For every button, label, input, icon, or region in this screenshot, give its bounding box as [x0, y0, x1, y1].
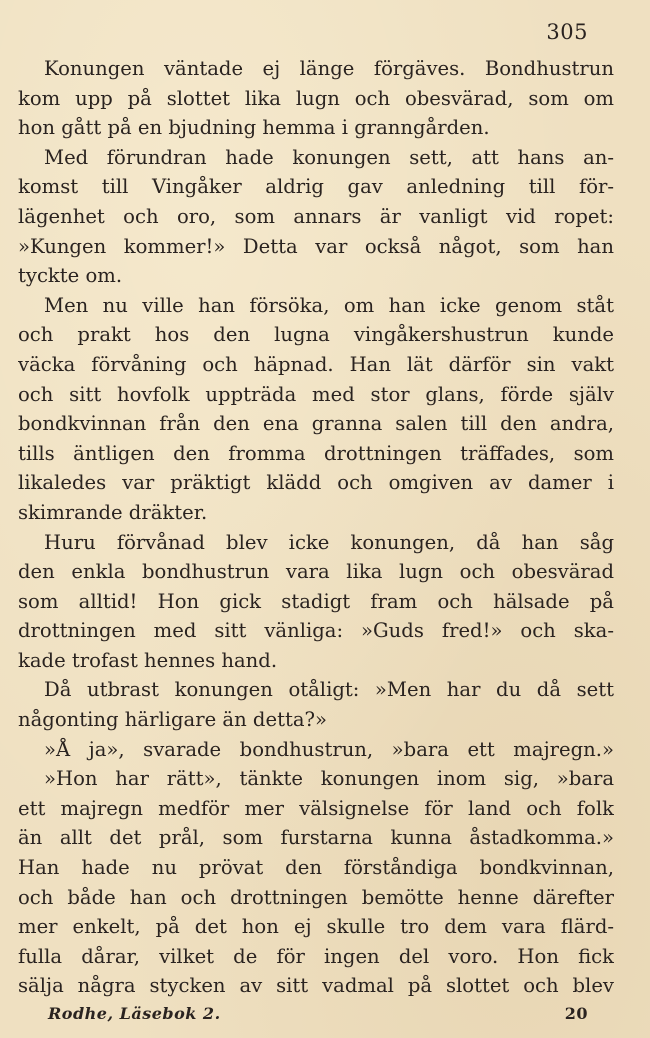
text-line: Då utbrast konungen otåligt: »Men har du då sett: [44, 678, 614, 702]
text-line: Med förundran hade konungen sett, att hans an-: [44, 145, 614, 169]
text-line: tyckte om.: [18, 264, 123, 288]
text-line: Men nu ville han försöka, om han icke genom ståt: [44, 293, 614, 317]
text-line: den enkla bondhustrun vara lika lugn och obesvärad: [18, 560, 614, 584]
body-text: [18, 54, 614, 1001]
text-line: väcka förvåning och häpnad. Han lät därför sin vakt: [18, 352, 614, 376]
footer: [48, 1004, 588, 1023]
text-line: bondkvinnan från den ena granna salen till den andra,: [18, 412, 614, 436]
text-line: »Å ja», svarade bondhustrun, »bara ett majregn.»: [44, 737, 614, 761]
text-line: och både han och drottningen bemötte henne därefter: [18, 885, 614, 909]
text-line: någonting härligare än detta?»: [18, 708, 327, 732]
text-line: drottningen med sitt vänliga: »Guds fred!» och ska-: [18, 619, 614, 643]
text-line: tills äntligen den fromma drottningen träffades, som: [18, 441, 614, 465]
page-number: 305: [546, 20, 588, 44]
text-line: komst till Vingåker aldrig gav anledning till för-: [18, 175, 614, 199]
text-line: skimrande dräkter.: [18, 500, 208, 524]
text-line: och prakt hos den lugna vingåkershustrun kunde: [18, 323, 614, 347]
footer-sheet-number: 20: [564, 1004, 588, 1023]
footer-signature: Rodhe, Läsebok 2.: [48, 1004, 221, 1023]
text-line: Konungen väntade ej länge förgäves. Bondhustrun: [44, 57, 614, 80]
text-line: mer enkelt, på det hon ej skulle tro dem vara flärd-: [18, 915, 614, 939]
text-line: som alltid! Hon gick stadigt fram och hälsade på: [18, 589, 614, 613]
text-line: än allt det prål, som furstarna kunna åstadkomma.»: [18, 826, 614, 850]
text-line: Huru förvånad blev icke konungen, då han såg: [44, 530, 614, 554]
text-line: hon gått på en bjudning hemma i granngården.: [18, 116, 490, 140]
text-line: fulla dårar, vilket de för ingen del voro. Hon fick: [18, 944, 614, 968]
text-line: kade trofast hennes hand.: [18, 648, 278, 672]
text-line: Han hade nu prövat den förståndiga bondkvinnan,: [18, 856, 614, 880]
text-line: ett majregn medför mer välsignelse för land och folk: [18, 796, 614, 820]
text-line: likaledes var präktigt klädd och omgiven av damer i: [18, 471, 614, 495]
text-line: »Kungen kommer!» Detta var också något, som han: [18, 234, 614, 258]
text-line: kom upp på slottet lika lugn och obesvärad, som om: [18, 86, 614, 110]
text-line: lägenhet och oro, som annars är vanligt vid ropet:: [18, 204, 614, 228]
text-line: »Hon har rätt», tänkte konungen inom sig, »bara: [44, 767, 614, 791]
text-line: sälja några stycken av sitt vadmal på slottet och blev: [18, 974, 614, 998]
text-line: och sitt hovfolk uppträda med stor glans, förde själv: [18, 382, 614, 406]
